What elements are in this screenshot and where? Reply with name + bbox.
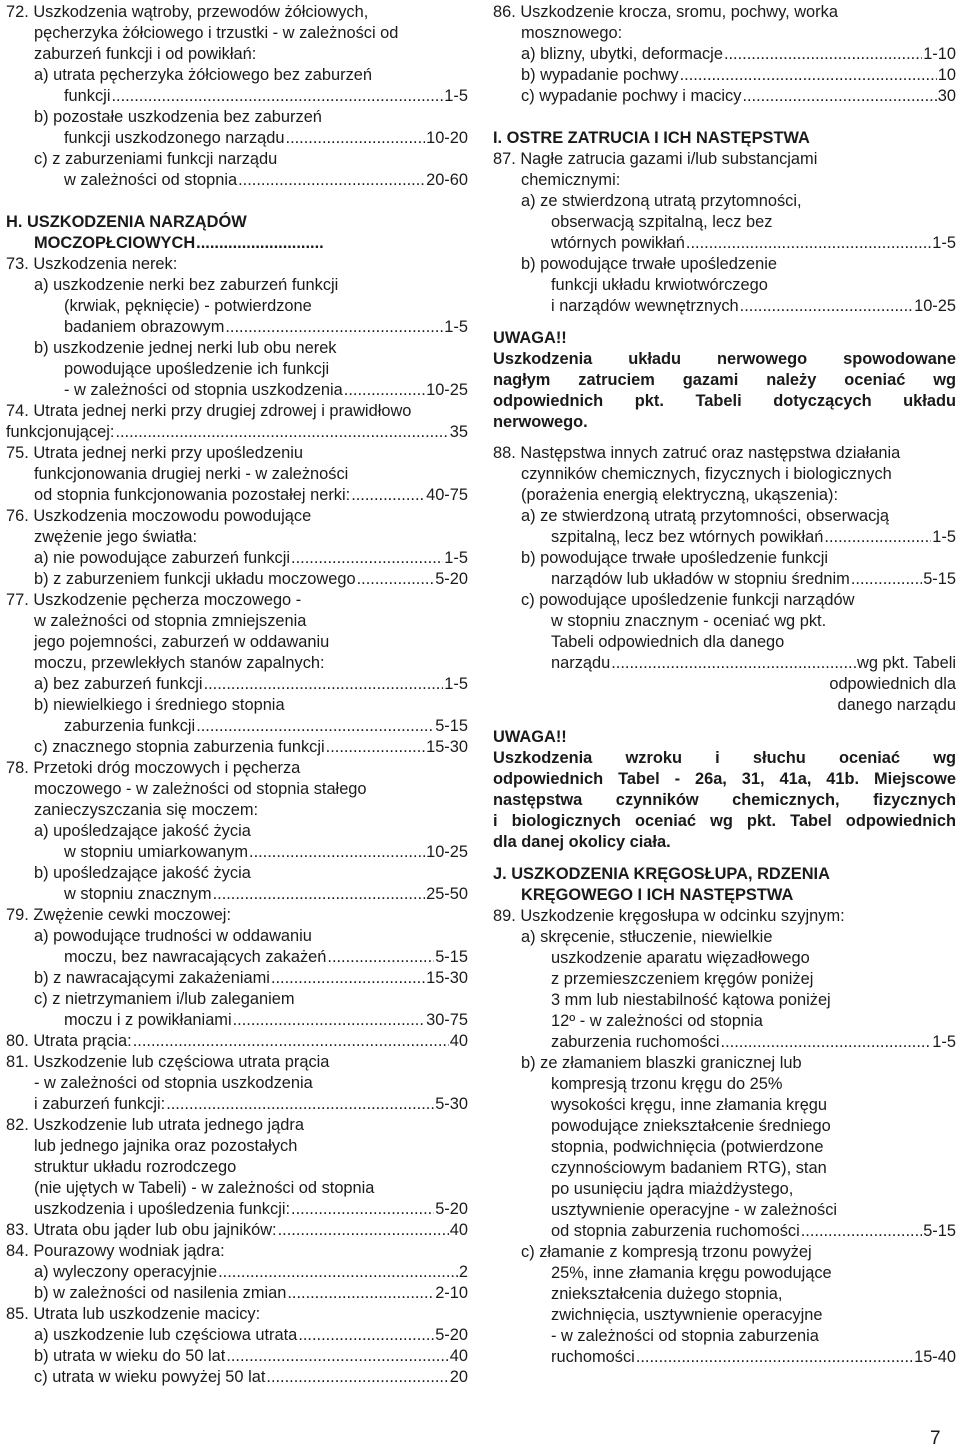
text-line: stopnia, podwichnięcia (potwierdzone <box>551 1138 824 1156</box>
text-line: - w zależności od stopnia uszkodzenia <box>34 1074 313 1092</box>
text-line: funkcji układu krwiotwórczego <box>551 276 768 294</box>
text-line: zniekształcenia dużego stopnia, <box>551 1285 783 1303</box>
text-line: zanieczyszczania się moczem: <box>34 801 259 819</box>
text-line <box>493 653 956 674</box>
entry-text: w stopniu znacznym <box>64 885 212 903</box>
entry-text: zaburzenia funkcji <box>64 717 196 735</box>
text-line: lub jednego jajnika oraz pozostałych <box>34 1137 298 1155</box>
text-line: wysokości kręgu, inne złamania kręgu <box>551 1096 828 1114</box>
entry-text: a) bez zaburzeń funkcji <box>34 675 203 693</box>
text-line: zaburzeń funkcji i od powikłań: <box>34 45 257 63</box>
dot-leader <box>271 968 425 989</box>
text-line: obserwacją szpitalną, lecz bez <box>551 213 773 231</box>
text-line <box>6 1346 468 1367</box>
dot-leader <box>740 296 913 317</box>
entry-text: b) w zależności od nasilenia zmian <box>34 1284 287 1302</box>
text-line: 74. Utrata jednej nerki przy drugiej zdrowej i prawidłowo <box>6 402 412 420</box>
dot-leader <box>326 737 425 758</box>
text-line: jego pojemności, zaburzeń w oddawaniu <box>34 633 330 651</box>
text-line <box>6 317 468 338</box>
dot-leader <box>357 569 435 590</box>
dot-leader <box>291 548 443 569</box>
text-line: J. USZKODZENIA KRĘGOSŁUPA, RDZENIA <box>493 865 830 883</box>
text-line <box>6 1199 468 1220</box>
text-line: 76. Uszkodzenia moczowodu powodujące <box>6 507 312 525</box>
entry-value: 1-10 <box>923 45 956 63</box>
text-line: (porażenia energią elektryczną, ukąszenia): <box>521 486 839 504</box>
dot-leader <box>824 527 931 548</box>
text-line: odpowiednich Tabel - 26a, 31, 41a, 41b. Miejscowe <box>493 770 956 788</box>
text-line <box>6 485 468 506</box>
text-line <box>493 44 956 65</box>
entry-value: 1-5 <box>444 87 468 105</box>
entry-text: a) wyleczony operacyjnie <box>34 1263 218 1281</box>
text-line: b) uszkodzenie jednej nerki lub obu nerek <box>34 339 337 357</box>
dot-leader <box>298 1325 434 1346</box>
entry-value: 5-15 <box>923 570 956 588</box>
text-line <box>6 1220 468 1241</box>
text-line <box>493 1221 956 1242</box>
dot-leader <box>133 1031 449 1052</box>
entry-value: 10-25 <box>426 381 468 399</box>
dot-leader <box>327 947 434 968</box>
page-number: 7 <box>930 1428 941 1449</box>
dot-leader <box>111 86 443 107</box>
text-line: danego narządu <box>837 696 956 714</box>
text-line <box>6 1283 468 1304</box>
dot-leader <box>636 1347 913 1368</box>
dot-leader <box>225 317 443 338</box>
entry-text: funkcjonującej: <box>6 423 115 441</box>
text-line <box>6 170 468 191</box>
text-line: b) ze złamaniem blaszki granicznej lub <box>521 1054 802 1072</box>
entry-text: szpitalną, lecz bez wtórnych powikłań <box>551 528 824 546</box>
entry-text: MOCZOPŁCIOWYCH <box>34 234 196 252</box>
dot-leader <box>196 233 323 254</box>
text-line: UWAGA!! <box>493 329 567 347</box>
dot-leader <box>218 1262 458 1283</box>
text-line <box>493 86 956 107</box>
text-line: dla danej okolicy ciała. <box>493 833 671 851</box>
text-line: 86. Uszkodzenie krocza, sromu, pochwy, worka <box>493 3 838 21</box>
text-line: czynników chemicznych, fizycznych i biologicznych <box>521 465 892 483</box>
entry-text: b) z nawracającymi zakażeniami <box>34 969 270 987</box>
dot-leader <box>286 128 426 149</box>
text-line <box>493 65 956 86</box>
text-line: (krwiak, pęknięcie) - potwierdzone <box>64 297 312 315</box>
text-line: powodujące zniekształcenie średniego <box>551 1117 831 1135</box>
entry-text: moczu, bez nawracających zakażeń <box>64 948 327 966</box>
text-line <box>493 527 956 548</box>
entry-text: badaniem obrazowym <box>64 318 225 336</box>
text-line: uszkodzenie aparatu więzadłowego <box>551 949 810 967</box>
text-line: funkcjonowania drugiej nerki - w zależności <box>34 465 349 483</box>
text-line <box>6 674 468 695</box>
text-line <box>6 1262 468 1283</box>
dot-leader <box>204 674 444 695</box>
text-line: Uszkodzenia wzroku i słuchu oceniać wg <box>493 749 956 767</box>
text-line: w zależności od stopnia zmniejszenia <box>34 612 307 630</box>
text-line: Tabeli odpowiednich dla danego <box>551 633 785 651</box>
entry-text: narządów lub układów w stopniu średnim <box>551 570 850 588</box>
dot-leader <box>166 1094 434 1115</box>
entry-text: ruchomości <box>551 1348 635 1366</box>
entry-text: b) utrata w wieku do 50 lat <box>34 1347 226 1365</box>
text-line <box>6 233 324 254</box>
entry-value: 40 <box>449 1221 468 1239</box>
entry-value: 5-20 <box>435 570 468 588</box>
entry-text: b) wypadanie pochwy <box>521 66 679 84</box>
text-line <box>6 1367 468 1388</box>
text-line: 88. Następstwa innych zatruć oraz następstwa działania <box>493 444 901 462</box>
text-line: H. USZKODZENIA NARZĄDÓW <box>6 213 247 231</box>
text-line: 82. Uszkodzenie lub utrata jednego jądra <box>6 1116 304 1134</box>
text-line: UWAGA!! <box>493 728 567 746</box>
dot-leader <box>238 170 425 191</box>
dot-leader <box>344 380 425 401</box>
dot-leader <box>249 842 425 863</box>
entry-text: - w zależności od stopnia uszkodzenia <box>64 381 343 399</box>
text-line: 72. Uszkodzenia wątroby, przewodów żółciowych, <box>6 3 369 21</box>
entry-text: w stopniu umiarkowanym <box>64 843 249 861</box>
entry-value: 35 <box>449 423 468 441</box>
dot-leader <box>724 44 922 65</box>
text-line: 3 mm lub niestabilność kątowa poniżej <box>551 991 831 1009</box>
dot-leader <box>742 86 936 107</box>
text-line: z przemieszczeniem kręgów poniżej <box>551 970 814 988</box>
text-line: c) złamanie z kompresją trzonu powyżej <box>521 1243 812 1261</box>
text-line: odpowiednich pkt. Tabeli dotyczących układu <box>493 392 956 410</box>
text-line <box>6 716 468 737</box>
entry-text: zaburzenia ruchomości <box>551 1033 720 1051</box>
entry-value: 10-25 <box>914 297 956 315</box>
entry-text: c) utrata w wieku powyżej 50 lat <box>34 1368 266 1386</box>
dot-leader <box>851 569 922 590</box>
entry-value: wg pkt. Tabeli <box>856 654 956 672</box>
text-line <box>6 884 468 905</box>
entry-text: wtórnych powikłań <box>551 234 685 252</box>
text-line: nerwowego. <box>493 413 588 431</box>
entry-value: 5-30 <box>435 1095 468 1113</box>
text-line <box>6 422 468 443</box>
entry-value: 5-15 <box>435 717 468 735</box>
entry-text: b) z zaburzeniem funkcji układu moczowego <box>34 570 356 588</box>
text-line: b) pozostałe uszkodzenia bez zaburzeń <box>34 108 322 126</box>
dot-leader <box>721 1032 932 1053</box>
entry-value: 40 <box>449 1347 468 1365</box>
text-line: I. OSTRE ZATRUCIA I ICH NASTĘPSTWA <box>493 129 810 147</box>
dot-leader <box>266 1367 448 1388</box>
text-line: struktur układu rozrodczego <box>34 1158 237 1176</box>
dot-leader <box>351 485 425 506</box>
entry-text: c) wypadanie pochwy i macicy <box>521 87 742 105</box>
text-line: mosznowego: <box>521 24 623 42</box>
text-line: 89. Uszkodzenie kręgosłupa w odcinku szyjnym: <box>493 907 845 925</box>
entry-value: 40 <box>449 1032 468 1050</box>
text-line: a) utrata pęcherzyka żółciowego bez zaburzeń <box>34 66 373 84</box>
dot-leader <box>686 233 931 254</box>
text-line <box>493 1032 956 1053</box>
text-line: c) z nietrzymaniem i/lub zaleganiem <box>34 990 295 1008</box>
text-line: a) skręcenie, stłuczenie, niewielkie <box>521 928 773 946</box>
text-line <box>6 968 468 989</box>
text-line <box>6 842 468 863</box>
dot-leader <box>196 716 434 737</box>
text-line: 79. Zwężenie cewki moczowej: <box>6 906 232 924</box>
text-line: następstwa czynników chemicznych, fizycznych <box>493 791 956 809</box>
text-line: a) upośledzające jakość życia <box>34 822 251 840</box>
text-line: 75. Utrata jednej nerki przy upośledzeniu <box>6 444 304 462</box>
entry-text: funkcji uszkodzonego narządu <box>64 129 285 147</box>
entry-value: 10 <box>937 66 956 84</box>
text-line: powodujące upośledzenie ich funkcji <box>64 360 330 378</box>
text-line <box>6 1094 468 1115</box>
text-line: nagłym zatruciem gazami należy oceniać wg <box>493 371 956 389</box>
text-line: a) ze stwierdzoną utratą przytomności, obserwacją <box>521 507 890 525</box>
entry-text: a) blizny, ubytki, deformacje <box>521 45 723 63</box>
text-line: czynnościowym badaniem RTG), stan <box>551 1159 827 1177</box>
text-line: 81. Uszkodzenie lub częściowa utrata prącia <box>6 1053 330 1071</box>
text-line <box>6 1325 468 1346</box>
entry-value: 15-40 <box>914 1348 956 1366</box>
entry-value: 20-60 <box>426 171 468 189</box>
entry-text: funkcji <box>64 87 111 105</box>
text-line <box>6 128 468 149</box>
entry-value: 2-10 <box>435 1284 468 1302</box>
entry-text: od stopnia zaburzenia ruchomości <box>551 1222 800 1240</box>
text-line <box>6 569 468 590</box>
dot-leader <box>680 65 937 86</box>
dot-leader <box>287 1283 434 1304</box>
entry-value: 1-5 <box>444 549 468 567</box>
entry-value: 20 <box>449 1368 468 1386</box>
text-line: moczu, przewlekłych stanów zapalnych: <box>34 654 325 672</box>
text-line <box>493 1347 956 1368</box>
text-line: 84. Pourazowy wodniak jądra: <box>6 1242 225 1260</box>
entry-value: 1-5 <box>932 234 956 252</box>
entry-value: 10-25 <box>426 843 468 861</box>
entry-value: 1-5 <box>932 528 956 546</box>
entry-value: 25-50 <box>426 885 468 903</box>
dot-leader <box>213 884 425 905</box>
entry-text: 80. Utrata prącia: <box>6 1032 132 1050</box>
text-line: usztywnienie operacyjne - w zależności <box>551 1201 838 1219</box>
text-line: pęcherzyka żółciowego i trzustki - w zależności od <box>34 24 399 42</box>
entry-text: i narządów wewnętrznych <box>551 297 739 315</box>
text-line: 77. Uszkodzenie pęcherza moczowego - <box>6 591 302 609</box>
entry-value: 1-5 <box>932 1033 956 1051</box>
text-line: KRĘGOWEGO I ICH NASTĘPSTWA <box>521 886 794 904</box>
entry-value: 1-5 <box>444 318 468 336</box>
text-line: a) powodujące trudności w oddawaniu <box>34 927 312 945</box>
text-line: - w zależności od stopnia zaburzenia <box>551 1327 819 1345</box>
dot-leader <box>226 1346 448 1367</box>
entry-text: 83. Utrata obu jąder lub obu jajników: <box>6 1221 277 1239</box>
entry-value: 40-75 <box>426 486 468 504</box>
entry-value: 15-30 <box>426 969 468 987</box>
text-line: b) powodujące trwałe upośledzenie <box>521 255 778 273</box>
text-line: 25%, inne złamania kręgu powodujące <box>551 1264 832 1282</box>
dot-leader <box>801 1221 922 1242</box>
text-line: moczowego - w zależności od stopnia stałego <box>34 780 367 798</box>
text-line <box>493 296 956 317</box>
entry-text: i zaburzeń funkcji: <box>34 1095 166 1113</box>
text-line <box>6 1031 468 1052</box>
text-line <box>493 233 956 254</box>
entry-text: narządu <box>551 654 611 672</box>
text-line: i biologicznych oceniać wg pkt. Tabel odpowiednich <box>493 812 956 830</box>
text-line <box>6 737 468 758</box>
text-line: 12º - w zależności od stopnia <box>551 1012 763 1030</box>
text-line <box>493 569 956 590</box>
text-line: b) powodujące trwałe upośledzenie funkcji <box>521 549 829 567</box>
entry-value: 1-5 <box>444 675 468 693</box>
entry-value: 30 <box>937 87 956 105</box>
text-line: b) niewielkiego i średniego stopnia <box>34 696 285 714</box>
entry-value: 5-20 <box>435 1326 468 1344</box>
dot-leader <box>233 1010 425 1031</box>
entry-text: w zależności od stopnia <box>64 171 238 189</box>
text-line <box>6 548 468 569</box>
text-line: w stopniu znacznym - oceniać wg pkt. <box>551 612 827 630</box>
text-line <box>6 380 468 401</box>
entry-text: od stopnia funkcjonowania pozostałej nerki: <box>34 486 351 504</box>
text-line: zwichnięcia, usztywnienie operacyjne <box>551 1306 823 1324</box>
entry-text: a) uszkodzenie lub częściowa utrata <box>34 1326 298 1344</box>
dot-leader <box>278 1220 449 1241</box>
text-line: c) z zaburzeniami funkcji narządu <box>34 150 278 168</box>
text-line: chemicznymi: <box>521 171 621 189</box>
text-line <box>6 947 468 968</box>
entry-value: 5-15 <box>435 948 468 966</box>
entry-value: 30-75 <box>426 1011 468 1029</box>
entry-value: 2 <box>458 1263 468 1281</box>
entry-text: c) znacznego stopnia zaburzenia funkcji <box>34 738 325 756</box>
text-line: 73. Uszkodzenia nerek: <box>6 255 178 273</box>
text-line: zwężenie jego światła: <box>34 528 198 546</box>
entry-text: a) nie powodujące zaburzeń funkcji <box>34 549 291 567</box>
text-line: 85. Utrata lub uszkodzenie macicy: <box>6 1305 261 1323</box>
text-line: 78. Przetoki dróg moczowych i pęcherza <box>6 759 301 777</box>
dot-leader <box>291 1199 434 1220</box>
dot-leader <box>115 422 448 443</box>
text-line: po usunięciu jądra miażdżystego, <box>551 1180 794 1198</box>
text-line <box>6 1010 468 1031</box>
entry-value: 15-30 <box>426 738 468 756</box>
dot-leader <box>611 653 856 674</box>
text-line: c) powodujące upośledzenie funkcji narządów <box>521 591 855 609</box>
entry-value: 5-20 <box>435 1200 468 1218</box>
text-line: 87. Nagłe zatrucia gazami i/lub substancjami <box>493 150 818 168</box>
text-line <box>6 86 468 107</box>
text-line: b) upośledzające jakość życia <box>34 864 251 882</box>
text-line: a) ze stwierdzoną utratą przytomności, <box>521 192 802 210</box>
text-line: kompresją trzonu kręgu do 25% <box>551 1075 783 1093</box>
text-line: Uszkodzenia układu nerwowego spowodowane <box>493 350 956 368</box>
entry-value: 10-20 <box>426 129 468 147</box>
entry-value: 5-15 <box>923 1222 956 1240</box>
text-line: (nie ujętych w Tabeli) - w zależności od stopnia <box>34 1179 375 1197</box>
entry-text: moczu i z powikłaniami <box>64 1011 232 1029</box>
text-line: a) uszkodzenie nerki bez zaburzeń funkcji <box>34 276 339 294</box>
text-line: odpowiednich dla <box>829 675 956 693</box>
entry-text: uszkodzenia i upośledzenia funkcji: <box>34 1200 291 1218</box>
